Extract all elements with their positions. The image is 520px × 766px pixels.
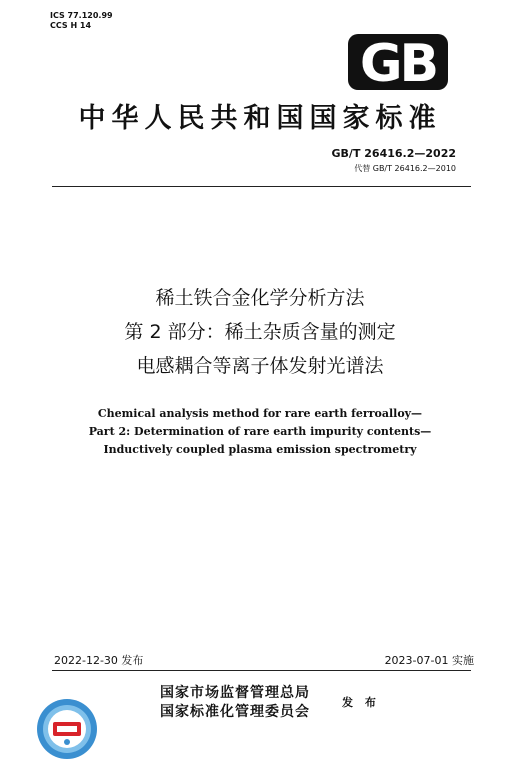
en-title-line3: Inductively coupled plasma emission spectrometry	[103, 443, 417, 456]
cn-title-line3: 电感耦合等离子体发射光谱法	[136, 355, 384, 377]
national-standard-title: 中华人民共和国国家标准	[78, 103, 442, 134]
standard-number: GB/T 26416.2—2022	[331, 147, 456, 160]
replaces-standard: 代替 GB/T 26416.2—2010	[354, 164, 456, 173]
issuer-samr: 国家市场监督管理总局	[160, 685, 310, 701]
issue-date: 2022-12-30 发布	[54, 654, 144, 667]
en-title-line1: Chemical analysis method for rare earth ferroalloy—	[97, 407, 423, 420]
gb-logo-text: GB	[359, 34, 437, 90]
gb-logo	[348, 34, 448, 90]
header-divider	[52, 186, 471, 187]
implement-date: 2023-07-01 实施	[384, 654, 474, 667]
ccs-code: CCS H 14	[50, 21, 92, 30]
issuing-authorities	[160, 684, 310, 722]
anti-counterfeit-seal-icon	[36, 698, 98, 760]
issue-label: 发 布	[342, 696, 380, 709]
ics-code: ICS 77.120.99	[50, 11, 113, 20]
cn-title-line2: 第 2 部分：稀土杂质含量的测定	[124, 321, 396, 343]
footer-divider	[52, 670, 471, 671]
en-title-line2: Part 2: Determination of rare earth impurity contents—	[88, 425, 432, 438]
issuer-sac: 国家标准化管理委员会	[160, 704, 310, 720]
cn-title-line1: 稀土铁合金化学分析方法	[155, 287, 365, 309]
classification-codes	[50, 11, 113, 31]
